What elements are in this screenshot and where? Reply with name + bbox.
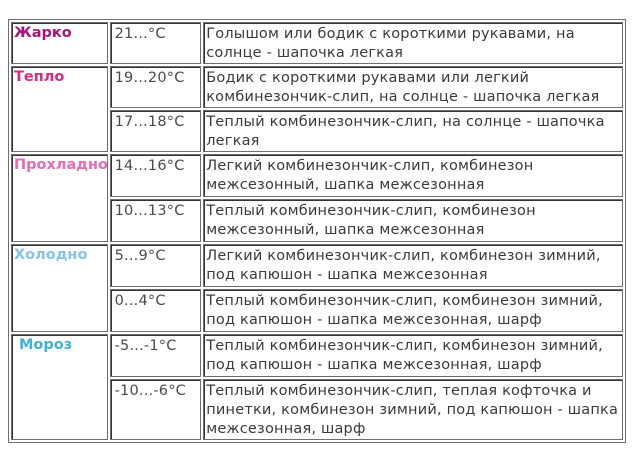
clothing-cell: Теплый комбинезончик-слип, комбинезон межсезонный, шапка межсезонная [203, 199, 623, 242]
clothing-cell: Голышом или бодик с короткими рукавами, на солнце - шапочка легкая [203, 22, 623, 64]
table-row [11, 154, 623, 197]
temperature-cell: 10...13°C [110, 199, 202, 242]
clothing-cell: Теплый комбинезончик-слип, на солнце - шапочка легкая [203, 110, 623, 152]
temperature-cell: 19...20°C [110, 66, 202, 108]
clothing-cell: Теплый комбинезончик-слип, комбинезон зимний, под капюшон - шапка межсезонная, шарф [203, 289, 623, 332]
table-row [11, 244, 623, 287]
weather-cell-frost: Мороз [11, 334, 108, 440]
clothing-cell: Теплый комбинезончик-слип, теплая кофточка и пинетки, комбинезон зимний, под капюшон - шапка межсезонная, шарф [203, 379, 623, 440]
table-row [11, 22, 623, 64]
table-row [11, 66, 623, 108]
clothing-cell: Теплый комбинезончик-слип, комбинезон зимний, под капюшон - шапка межсезонная, шарф [203, 334, 623, 377]
temperature-cell: 21...°C [110, 22, 202, 64]
temperature-cell: -5...-1°C [110, 334, 202, 377]
clothing-temperature-table [8, 19, 626, 443]
clothing-cell: Бодик с короткими рукавами или легкий комбинезончик-слип, на солнце - шапочка легкая [203, 66, 623, 108]
temperature-cell: 17...18°C [110, 110, 202, 152]
weather-cell-hot: Жарко [11, 22, 108, 64]
clothing-cell: Легкий комбинезончик-слип, комбинезон межсезонный, шапка межсезонная [203, 154, 623, 197]
clothing-cell: Легкий комбинезончик-слип, комбинезон зимний, под капюшон - шапка межсезонная [203, 244, 623, 287]
table-row [11, 334, 623, 377]
weather-cell-warm: Тепло [11, 66, 108, 152]
temperature-cell: 0...4°C [110, 289, 202, 332]
weather-cell-cool: Прохладно [11, 154, 108, 242]
temperature-cell: 5...9°C [110, 244, 202, 287]
weather-cell-cold: Холодно [11, 244, 108, 332]
temperature-cell: -10...-6°C [110, 379, 202, 440]
temperature-cell: 14...16°C [110, 154, 202, 197]
